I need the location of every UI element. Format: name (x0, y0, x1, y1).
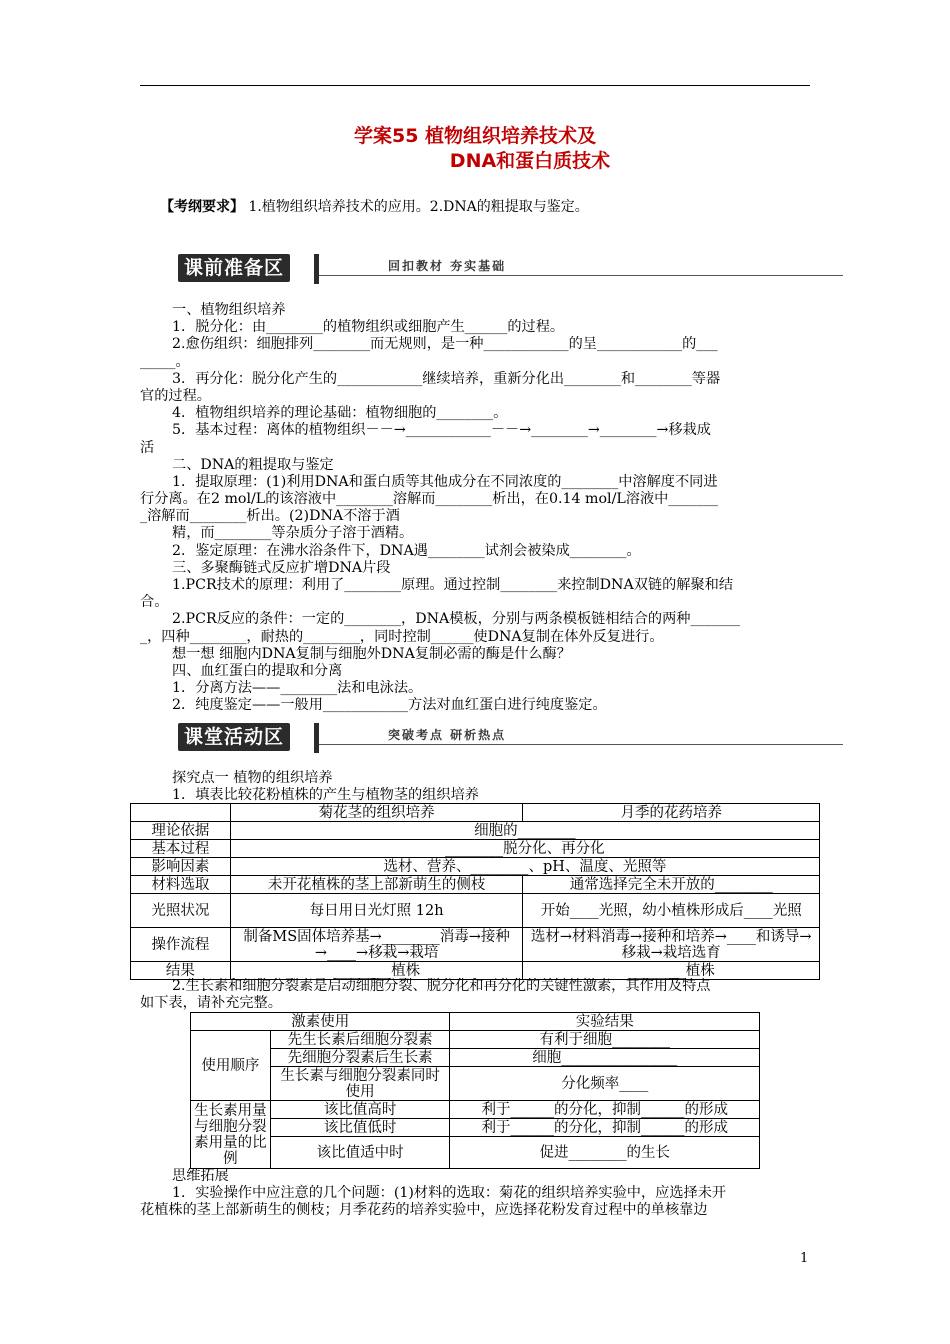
requirement-text: 1.植物组织培养技术的应用。2.DNA的粗提取与鉴定。 (244, 199, 589, 215)
table-cell: 该比值低时 (270, 1119, 450, 1137)
text-line: 想一想 细胞内DNA复制与细胞外DNA复制必需的酶是什么酶？ (172, 645, 571, 662)
table-cell: 分化频率____ (450, 1067, 760, 1101)
table-cell: 操作流程 (131, 928, 231, 962)
table-cell: ________脱分化、再分化 (230, 840, 819, 858)
text-line: 三、多聚酶链式反应扩增DNA片段 (172, 559, 391, 576)
table-cell: 影响因素 (131, 858, 231, 876)
table-cell: 未开花植株的茎上部新萌生的侧枝 (230, 876, 523, 894)
text-line: 四、血红蛋白的提取和分离 (172, 662, 343, 679)
table-cell: 使用顺序 (191, 1031, 271, 1101)
text-line: 如下表，请补充完整。 (140, 995, 282, 1012)
section-banner-pre-class (178, 254, 843, 284)
text-line: _____。 (140, 353, 190, 370)
text-line: 1．实验操作中应注意的几个问题：(1)材料的选取：菊花的组织培养实验中，应选择未开 (172, 1185, 727, 1202)
table-cell (131, 804, 231, 822)
table-cell: 先生长素后细胞分裂素 (270, 1031, 450, 1049)
text-line: 1．填表比较花粉植株的产生与植物茎的组织培养 (172, 787, 479, 804)
text-line: 合。 (140, 594, 169, 611)
table-cell: ________植株 (523, 962, 820, 980)
table-cell: 月季的花药培养 (523, 804, 820, 822)
banner-tag: 课前准备区 (178, 254, 290, 282)
hormone-table (190, 1012, 760, 1169)
table-cell: 结果 (131, 962, 231, 980)
table-row (131, 928, 820, 962)
text-line: 一、植物组织培养 (172, 302, 286, 318)
table-cell: 开始____光照，幼小植株形成后____光照 (523, 894, 820, 928)
table-row (131, 858, 820, 876)
table-cell: 每日用日光灯照 12h (230, 894, 523, 928)
text-line: 二、DNA的粗提取与鉴定 (172, 456, 334, 473)
table-cell: 该比值适中时 (270, 1137, 450, 1169)
text-line: 探究点一 植物的组织培养 (172, 770, 333, 786)
text-line: 花植株的茎上部新萌生的侧枝；月季花药的培养实验中，应选择花粉发育过程中的单核靠边 (140, 1202, 708, 1219)
table-cell: 基本过程 (131, 840, 231, 858)
table-cell: 激素使用 (191, 1013, 450, 1031)
thinking-extension (140, 1168, 812, 1220)
page-number: 1 (800, 1251, 809, 1266)
text-line: 3．再分化：脱分化产生的____________继续培养，重新分化出________和________等器 (172, 370, 721, 387)
text-line: 1．脱分化：由________的植物组织或细胞产生______的过程。 (172, 319, 565, 336)
table-cell: 促进________的生长 (450, 1137, 760, 1169)
text-line: 2.PCR反应的条件：一定的________，DNA模板，分别与两条模板链相结合的两种_______ (172, 611, 741, 628)
table-cell: 先细胞分裂素后生长素 (270, 1049, 450, 1067)
text-line: 2．鉴定原理：在沸水浴条件下，DNA遇________试剂会被染成________。 (172, 542, 641, 559)
table-header-row (131, 804, 820, 822)
text-line: 2.生长素和细胞分裂素是启动细胞分裂、脱分化和再分化的关键性激素，其作用及特点 (172, 978, 711, 994)
table-row (131, 840, 820, 858)
table-cell: 生长素用量与细胞分裂素用量的比例 (191, 1101, 271, 1169)
section-banner-in-class (178, 723, 843, 753)
section1-text (140, 302, 812, 715)
paragraph-hormones (140, 978, 812, 1012)
table-row (131, 876, 820, 894)
text-line: 2．纯度鉴定——一般用____________方法对血红蛋白进行纯度鉴定。 (172, 697, 607, 714)
text-line: 1．提取原理：(1)利用DNA和蛋白质等其他成分在不同浓度的________中溶解度不同进 (172, 473, 718, 490)
table-row (131, 822, 820, 840)
table-cell: 细胞________________ (450, 1049, 760, 1067)
table-cell: 选材、营养、________、pH、温度、光照等 (230, 858, 819, 876)
table-cell: 利于______的分化，抑制______的形成 (450, 1101, 760, 1119)
comparison-table (130, 803, 820, 980)
exam-requirement (160, 199, 589, 216)
table-row (191, 1137, 760, 1169)
table-cell: 生长素与细胞分裂素同时使用 (270, 1067, 450, 1101)
text-line: 4．植物组织培养的理论基础：植物细胞的________。 (172, 405, 508, 422)
table-cell: 制备MS固体培养基→________消毒→接种→____→移栽→栽培 (230, 928, 523, 962)
table-row (191, 1049, 760, 1067)
text-line: 官的过程。 (140, 387, 211, 404)
table-cell: ________植株 (230, 962, 523, 980)
text-line: 行分离。在2 mol/L的该溶液中________溶解而________析出，在0.14 mol/L溶液中_______ (140, 491, 719, 508)
table-row (131, 962, 820, 980)
table-cell: 有利于细胞________ (450, 1031, 760, 1049)
text-line: 活 (140, 439, 155, 456)
page-title: 学案55 植物组织培养技术及 (353, 125, 597, 147)
text-line: 思维拓展 (172, 1168, 229, 1184)
table-row (131, 894, 820, 928)
top-rule (140, 85, 810, 86)
banner-subtitle: 回扣教材 夯实基础 (388, 259, 507, 273)
table-cell: 光照状况 (131, 894, 231, 928)
table-row (191, 1067, 760, 1101)
table-cell: 该比值高时 (270, 1101, 450, 1119)
table-cell: 菊花茎的组织培养 (230, 804, 523, 822)
text-line: 精，而________等杂质分子溶于酒精。 (172, 525, 414, 542)
section2-intro (140, 770, 812, 804)
banner-subtitle: 突破考点 研析热点 (388, 728, 507, 742)
table-cell: 通常选择完全未开放的________ (523, 876, 820, 894)
table-cell: 理论依据 (131, 822, 231, 840)
text-line: 1．分离方法——________法和电泳法。 (172, 680, 423, 697)
table-cell: 利于______的分化，抑制______的形成 (450, 1119, 760, 1137)
text-line: 1.PCR技术的原理：利用了________原理。通过控制________来控制DNA双链的解聚和结 (172, 577, 734, 593)
table-row (191, 1119, 760, 1137)
table-cell: 细胞的________ (230, 822, 819, 840)
text-line: 5．基本过程：离体的植物组织－－→____________－－→________→________→移栽成 (172, 422, 711, 439)
table-cell: 实验结果 (450, 1013, 760, 1031)
text-line: _溶解而________析出。(2)DNA不溶于酒 (140, 508, 400, 525)
text-line: 2.愈伤组织：细胞排列________而无规则，是一种____________的呈____________的___ (172, 336, 718, 353)
table-row (191, 1101, 760, 1119)
table-row (191, 1031, 760, 1049)
table-cell: 材料选取 (131, 876, 231, 894)
requirement-label: 【考纲要求】 (160, 199, 244, 215)
text-line: _，四种________，耐热的________，同时控制______使DNA复制在体外反复进行。 (140, 628, 664, 645)
table-cell: 选材→材料消毒→接种和培养→____和诱导→移栽→栽培选育 (523, 928, 820, 962)
table-header-row (191, 1013, 760, 1031)
banner-tag: 课堂活动区 (178, 723, 290, 751)
page-title-line2: DNA和蛋白质技术 (449, 150, 611, 172)
